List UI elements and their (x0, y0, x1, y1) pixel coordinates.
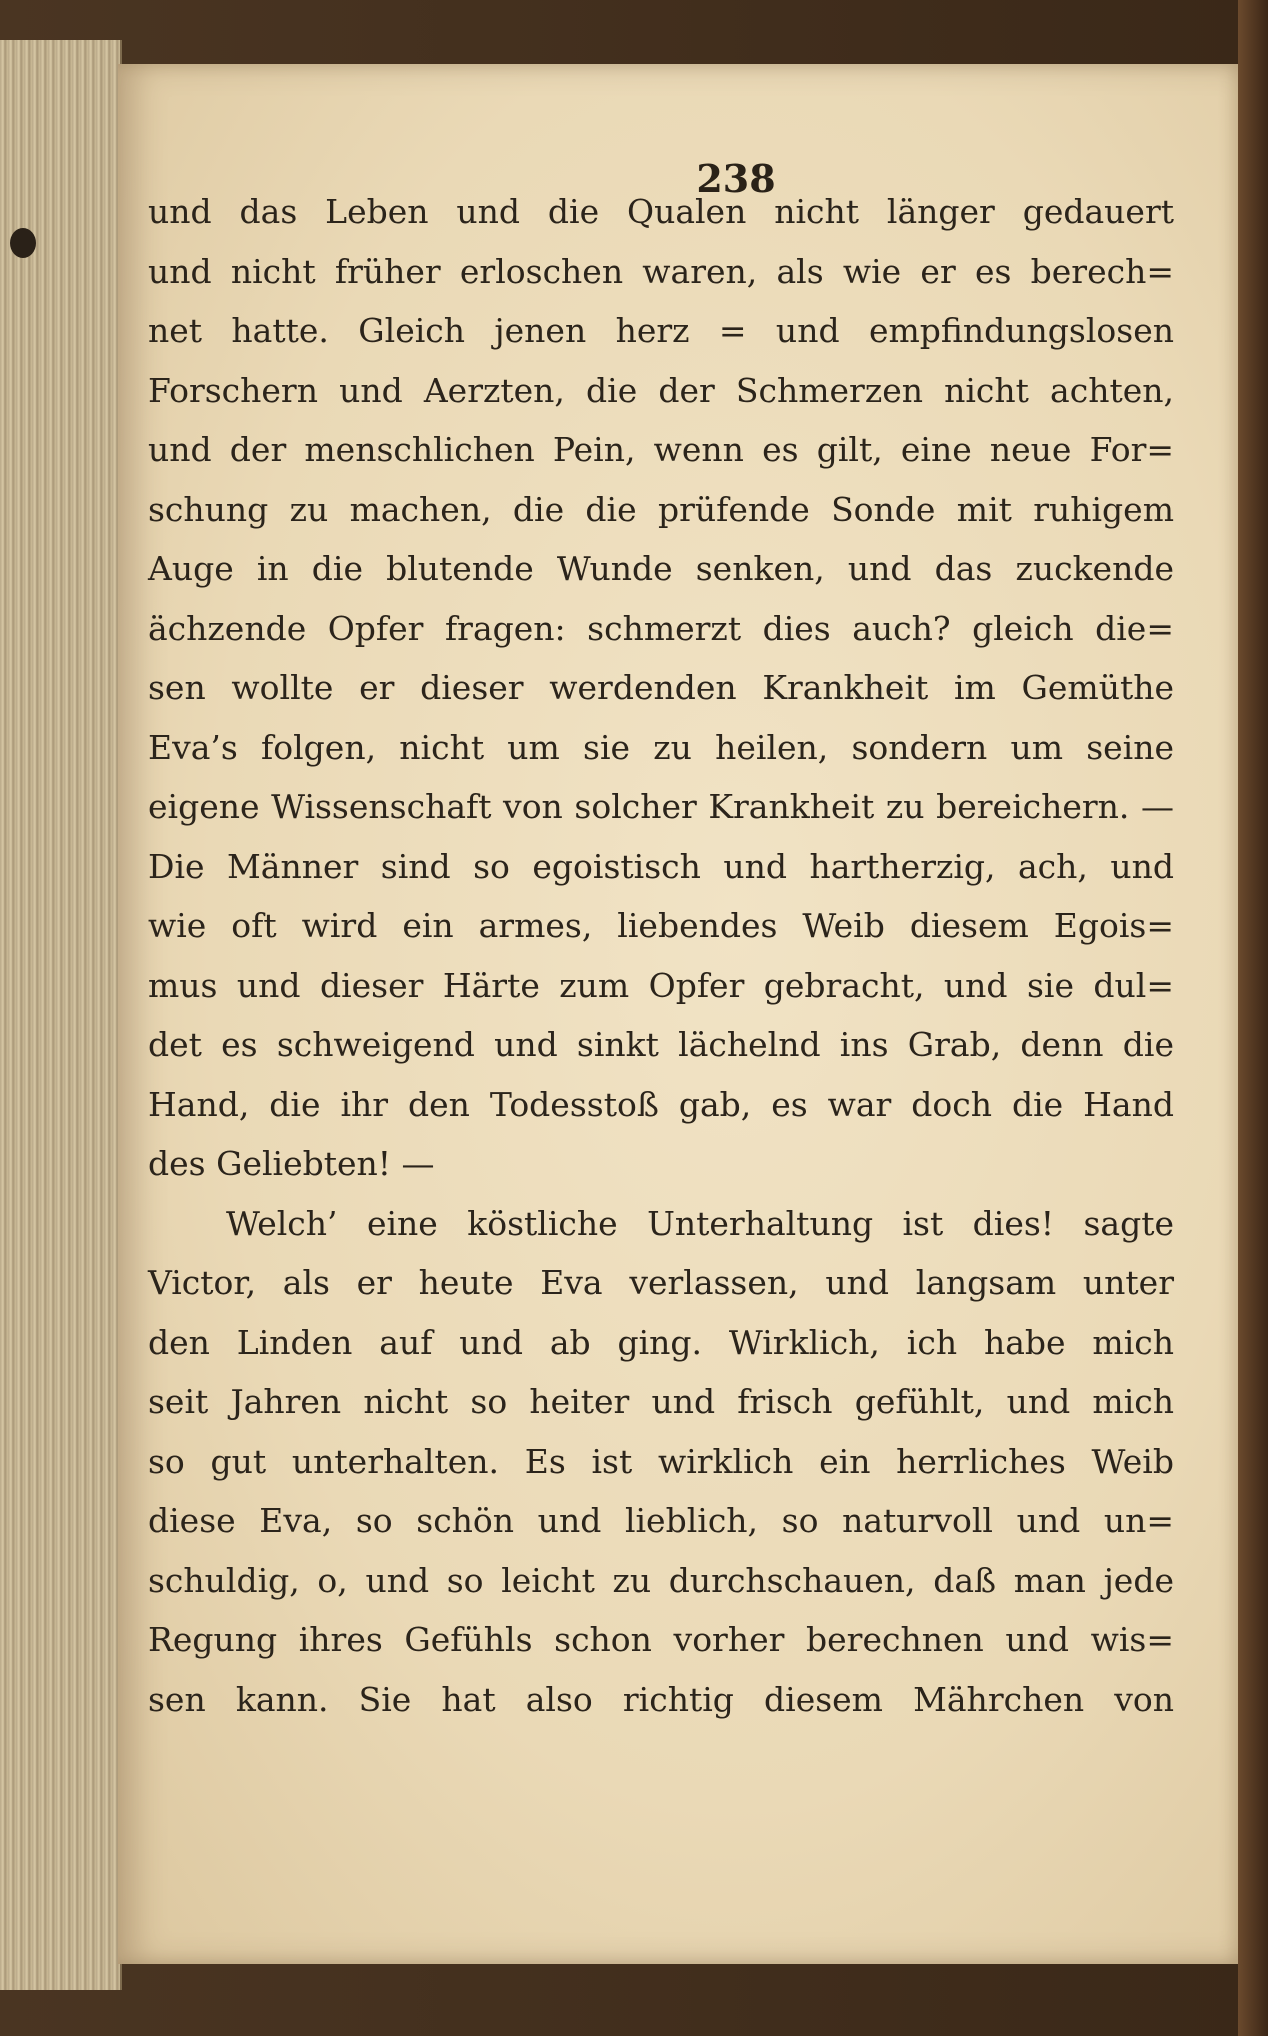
text-line: eigene Wissenschaft von solcher Krankheit zu bereichern. — (148, 787, 1174, 826)
text-line: Welch’ eine köstliche Unterhaltung ist dies! sagte (226, 1203, 1174, 1243)
book-cover-edge (1238, 0, 1268, 2036)
text-line: det es schweigend und sinkt lächelnd ins Grab, denn die (148, 1025, 1174, 1064)
text-line: des Geliebten! — (148, 1144, 435, 1183)
text-line: und nicht früher erloschen waren, als wie er es berech= (148, 251, 1174, 291)
text-line: mus und dieser Härte zum Opfer gebracht, und sie dul= (148, 965, 1174, 1005)
text-line: ächzende Opfer fragen: schmerzt dies auch? gleich die= (148, 608, 1174, 648)
text-line: diese Eva, so schön und lieblich, so naturvoll und un= (148, 1501, 1174, 1540)
page-number: 238 (696, 156, 776, 201)
text-line: Eva’s folgen, nicht um sie zu heilen, sondern um seine (148, 727, 1174, 767)
text-line: sen kann. Sie hat also richtig diesem Mährchen von (148, 1679, 1174, 1719)
text-line: und der menschlichen Pein, wenn es gilt, eine neue For= (148, 430, 1174, 469)
text-line: den Linden auf und ab ging. Wirklich, ich habe mich (148, 1322, 1174, 1362)
text-line: Victor, als er heute Eva verlassen, und langsam unter (148, 1263, 1174, 1302)
text-line: Auge in die blutende Wunde senken, und das zuckende (148, 549, 1174, 588)
text-line: Regung ihres Gefühls schon vorher berechnen und wis= (148, 1620, 1174, 1659)
binding-hole (10, 228, 36, 258)
text-line: Die Männer sind so egoistisch und hartherzig, ach, und (148, 846, 1174, 886)
text-line: so gut unterhalten. Es ist wirklich ein herrliches Weib (148, 1441, 1174, 1481)
page-text (148, 182, 1174, 1729)
text-line: wie oft wird ein armes, liebendes Weib diesem Egois= (148, 906, 1174, 945)
page-edges (0, 40, 122, 1990)
text-line: seit Jahren nicht so heiter und frisch gefühlt, und mich (148, 1382, 1174, 1421)
text-line: sen wollte er dieser werdenden Krankheit im Gemüthe (148, 668, 1174, 707)
text-line: Hand, die ihr den Todesstoß gab, es war doch die Hand (148, 1084, 1174, 1124)
text-line: net hatte. Gleich jenen herz = und empfindungslosen (148, 311, 1174, 350)
text-line: Forschern und Aerzten, die der Schmerzen nicht achten, (148, 370, 1174, 410)
text-line: und das Leben und die Qualen nicht länger gedauert (148, 192, 1174, 231)
text-line: schuldig, o, und so leicht zu durchschauen, daß man jede (148, 1560, 1174, 1600)
text-line: schung zu machen, die die prüfende Sonde mit ruhigem (148, 489, 1174, 529)
